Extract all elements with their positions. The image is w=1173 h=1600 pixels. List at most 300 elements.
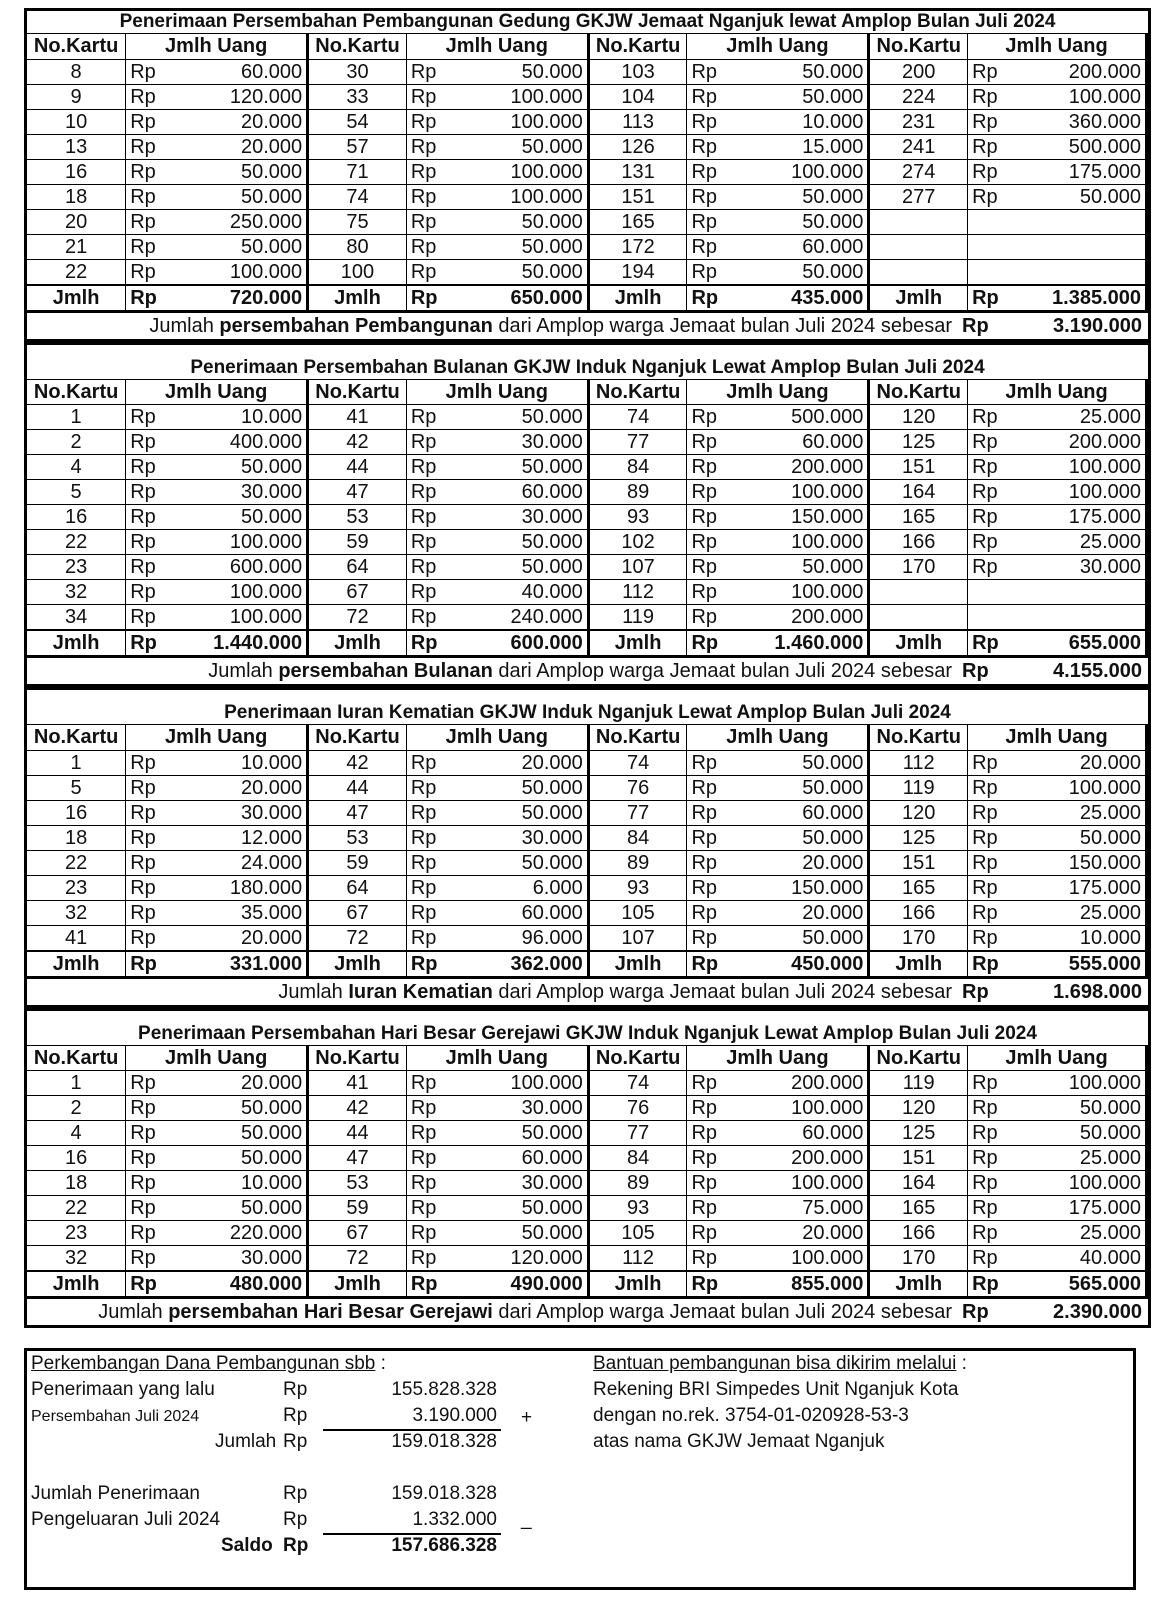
currency-label: Rp [126, 1096, 173, 1121]
card-number: 77 [588, 430, 687, 455]
july-offering-value: 3.190.000 [412, 1405, 497, 1426]
card-number: 93 [588, 875, 687, 900]
card-number: 67 [308, 580, 407, 605]
amount: 100.000 [453, 1071, 588, 1096]
currency-label: Rp [406, 1246, 453, 1272]
card-number: 170 [869, 1246, 968, 1272]
summary-total: 2.390.000 [1053, 1301, 1142, 1323]
section-title: Penerimaan Iuran Kematian GKJW Induk Nganjuk Lewat Amplop Bulan Juli 2024 [27, 702, 1148, 725]
card-number: 41 [308, 405, 407, 430]
amount: 60.000 [173, 59, 308, 84]
card-number: 47 [308, 1146, 407, 1171]
currency-label: Rp [687, 775, 734, 800]
amount: 10.000 [173, 1171, 308, 1196]
amount: 175.000 [1014, 875, 1146, 900]
column-header-card-no: No.Kartu [588, 34, 687, 59]
summary-fragment: persembahan Bulanan [278, 660, 493, 682]
july-expense-label: Pengeluaran Juli 2024 [31, 1509, 221, 1530]
currency-label: Rp [126, 555, 173, 580]
column-header-card-no: No.Kartu [27, 725, 126, 750]
table-row [27, 209, 1147, 234]
currency-label: Rp [968, 1246, 1015, 1272]
card-number: 64 [308, 555, 407, 580]
column-header-card-no: No.Kartu [869, 1046, 968, 1071]
card-number: 166 [869, 1221, 968, 1246]
currency-label: Rp [406, 1196, 453, 1221]
card-number: 107 [588, 555, 687, 580]
currency-label: Rp [968, 750, 1015, 775]
currency-label: Rp [406, 530, 453, 555]
column-header-card-no: No.Kartu [308, 725, 407, 750]
section-summary [27, 977, 1148, 1005]
card-number: 32 [27, 900, 126, 925]
currency-label: Rp [687, 84, 734, 109]
amount: 50.000 [453, 259, 588, 285]
currency-label: Rp [406, 1071, 453, 1096]
table-row [27, 234, 1147, 259]
amount: 50.000 [173, 234, 308, 259]
currency-label: Rp [126, 455, 173, 480]
currency-label: Rp [126, 580, 173, 605]
currency-label: Rp [968, 555, 1015, 580]
column-header-card-no: No.Kartu [308, 380, 407, 405]
card-number: 59 [308, 850, 407, 875]
amount: 50.000 [734, 825, 869, 850]
card-number: 44 [308, 455, 407, 480]
amount: 200.000 [734, 605, 869, 631]
amount: 600.000 [173, 555, 308, 580]
currency-label: Rp [406, 430, 453, 455]
amount: 50.000 [734, 209, 869, 234]
total-label: Jmlh [308, 285, 407, 311]
card-number: 74 [588, 1071, 687, 1096]
amount: 100.000 [453, 159, 588, 184]
currency-label [968, 259, 1015, 285]
amount: 150.000 [734, 875, 869, 900]
total-amount: 565.000 [1014, 1271, 1146, 1297]
table-row [27, 750, 1147, 775]
total-label: Jmlh [588, 285, 687, 311]
total-row [27, 630, 1147, 656]
card-number: 1 [27, 1071, 126, 1096]
amount: 100.000 [1014, 1071, 1146, 1096]
section-summary [27, 656, 1148, 684]
amount: 30.000 [453, 1171, 588, 1196]
header-row [27, 1046, 1147, 1071]
total-label: Jmlh [869, 951, 968, 977]
card-number: 22 [27, 530, 126, 555]
card-number: 34 [27, 605, 126, 631]
card-number [869, 234, 968, 259]
dev-fund-heading: Perkembangan Dana Pembangunan sbb : [31, 1353, 386, 1374]
column-header-card-no: No.Kartu [588, 725, 687, 750]
card-number: 5 [27, 775, 126, 800]
offering-section [27, 357, 1148, 688]
card-number: 126 [588, 134, 687, 159]
card-number: 21 [27, 234, 126, 259]
amount: 10.000 [173, 750, 308, 775]
table-row [27, 1221, 1147, 1246]
currency-label: Rp [968, 455, 1015, 480]
july-expense-value: 1.332.000 [412, 1509, 497, 1530]
table-row [27, 530, 1147, 555]
card-number: 84 [588, 1146, 687, 1171]
amount: 50.000 [1014, 1096, 1146, 1121]
currency-label: Rp [283, 1535, 309, 1556]
amount: 50.000 [173, 159, 308, 184]
column-header-amount: Jmlh Uang [687, 34, 869, 59]
currency-label: Rp [126, 505, 173, 530]
amount: 200.000 [734, 1146, 869, 1171]
card-number: 5 [27, 480, 126, 505]
amount: 100.000 [453, 84, 588, 109]
currency-label: Rp [126, 875, 173, 900]
currency-label: Rp [687, 825, 734, 850]
currency-label: Rp [687, 1221, 734, 1246]
currency-label: Rp [687, 555, 734, 580]
card-number: 22 [27, 850, 126, 875]
offering-table [27, 380, 1148, 657]
card-number: 125 [869, 825, 968, 850]
amount: 50.000 [1014, 1121, 1146, 1146]
currency-label: Rp [687, 580, 734, 605]
total-amount: 600.000 [453, 630, 588, 656]
amount: 20.000 [1014, 750, 1146, 775]
section-separator [27, 342, 1148, 357]
total-label: Jmlh [869, 630, 968, 656]
table-row [27, 159, 1147, 184]
amount: 100.000 [173, 530, 308, 555]
amount: 50.000 [734, 555, 869, 580]
amount: 175.000 [1014, 159, 1146, 184]
card-number: 59 [308, 530, 407, 555]
currency-label: Rp [962, 314, 989, 337]
table-row [27, 580, 1147, 605]
table-row [27, 1196, 1147, 1221]
currency-label: Rp [126, 1071, 173, 1096]
card-number [869, 209, 968, 234]
currency-label: Rp [687, 159, 734, 184]
currency-label: Rp [283, 1405, 308, 1426]
column-header-amount: Jmlh Uang [406, 380, 588, 405]
summary-fragment: Jumlah [149, 314, 220, 337]
amount: 100.000 [734, 1096, 869, 1121]
currency-label: Rp [687, 59, 734, 84]
card-number: 194 [588, 259, 687, 285]
currency-label: Rp [406, 1121, 453, 1146]
currency-label: Rp [406, 900, 453, 925]
card-number: 77 [588, 1121, 687, 1146]
card-number: 64 [308, 875, 407, 900]
card-number: 77 [588, 800, 687, 825]
currency-label: Rp [968, 184, 1015, 209]
amount: 20.000 [173, 1071, 308, 1096]
amount: 400.000 [173, 430, 308, 455]
offering-section [27, 11, 1148, 342]
currency-label: Rp [968, 405, 1015, 430]
amount: 100.000 [734, 159, 869, 184]
amount: 60.000 [734, 1121, 869, 1146]
currency-label: Rp [406, 209, 453, 234]
currency-label: Rp [968, 134, 1015, 159]
card-number: 18 [27, 1171, 126, 1196]
amount: 20.000 [453, 750, 588, 775]
currency-label: Rp [968, 1121, 1015, 1146]
currency-label: Rp [126, 480, 173, 505]
currency-label: Rp [406, 580, 453, 605]
minus-sign: _ [521, 1509, 532, 1530]
amount: 50.000 [734, 184, 869, 209]
card-number: 41 [308, 1071, 407, 1096]
amount [1014, 234, 1146, 259]
currency-label: Rp [406, 184, 453, 209]
amount: 250.000 [173, 209, 308, 234]
currency-label: Rp [406, 84, 453, 109]
currency-label: Rp [126, 850, 173, 875]
card-number: 277 [869, 184, 968, 209]
amount: 100.000 [173, 580, 308, 605]
currency-label: Rp [126, 750, 173, 775]
card-number: 89 [588, 1171, 687, 1196]
currency-label: Rp [126, 775, 173, 800]
amount: 30.000 [453, 1096, 588, 1121]
card-number [869, 580, 968, 605]
card-number: 224 [869, 84, 968, 109]
currency-label: Rp [962, 1301, 989, 1323]
amount: 175.000 [1014, 1196, 1146, 1221]
card-number: 164 [869, 480, 968, 505]
amount: 100.000 [734, 580, 869, 605]
amount: 50.000 [173, 1121, 308, 1146]
card-number: 72 [308, 1246, 407, 1272]
currency-label: Rp [406, 775, 453, 800]
currency-label: Rp [126, 209, 173, 234]
card-number: 1 [27, 750, 126, 775]
card-number: 125 [869, 1121, 968, 1146]
currency-label: Rp [968, 850, 1015, 875]
currency-label: Rp [968, 505, 1015, 530]
column-header-amount: Jmlh Uang [126, 34, 308, 59]
currency-label: Rp [968, 59, 1015, 84]
summary-fragment: Jumlah [98, 1301, 169, 1323]
currency-label: Rp [126, 1121, 173, 1146]
currency-label: Rp [687, 109, 734, 134]
currency-label: Rp [406, 1271, 453, 1297]
currency-label: Rp [687, 184, 734, 209]
amount: 100.000 [1014, 84, 1146, 109]
total-amount: 331.000 [173, 951, 308, 977]
amount: 20.000 [173, 775, 308, 800]
card-number: 8 [27, 59, 126, 84]
card-number: 172 [588, 234, 687, 259]
amount: 20.000 [734, 850, 869, 875]
account-number-line: dengan no.rek. 3754-01-020928-53-3 [593, 1405, 909, 1426]
amount: 50.000 [173, 1196, 308, 1221]
card-number: 119 [588, 605, 687, 631]
card-number: 13 [27, 134, 126, 159]
amount: 360.000 [1014, 109, 1146, 134]
currency-label: Rp [968, 530, 1015, 555]
offering-section [27, 702, 1148, 1008]
saldo-value: 157.686.328 [391, 1535, 497, 1556]
table-row [27, 555, 1147, 580]
card-number: 231 [869, 109, 968, 134]
card-number: 30 [308, 59, 407, 84]
amount: 60.000 [734, 800, 869, 825]
amount [1014, 259, 1146, 285]
summary-fragment: Jumlah [278, 980, 349, 1003]
currency-label: Rp [687, 1096, 734, 1121]
amount: 50.000 [453, 405, 588, 430]
table-row [27, 134, 1147, 159]
card-number: 74 [588, 750, 687, 775]
table-row [27, 480, 1147, 505]
currency-label: Rp [687, 951, 734, 977]
currency-label: Rp [406, 455, 453, 480]
offering-table [27, 725, 1148, 977]
card-number: 131 [588, 159, 687, 184]
total-label: Jmlh [308, 1271, 407, 1297]
total-label: Jmlh [869, 285, 968, 311]
table-row [27, 84, 1147, 109]
card-number: 103 [588, 59, 687, 84]
table-row [27, 455, 1147, 480]
currency-label: Rp [968, 285, 1015, 311]
amount: 50.000 [453, 775, 588, 800]
total-amount: 1.460.000 [734, 630, 869, 656]
card-number: 84 [588, 825, 687, 850]
card-number: 80 [308, 234, 407, 259]
amount: 50.000 [453, 1121, 588, 1146]
card-number: 4 [27, 1121, 126, 1146]
offering-section [27, 1023, 1148, 1326]
currency-label: Rp [406, 1096, 453, 1121]
amount: 50.000 [734, 59, 869, 84]
column-header-card-no: No.Kartu [27, 1046, 126, 1071]
amount: 50.000 [173, 1096, 308, 1121]
column-header-card-no: No.Kartu [308, 1046, 407, 1071]
table-row [27, 1146, 1147, 1171]
amount: 75.000 [734, 1196, 869, 1221]
table-row [27, 825, 1147, 850]
total-label: Jmlh [308, 951, 407, 977]
card-number: 165 [869, 505, 968, 530]
total-receipts-value: 159.018.328 [391, 1483, 497, 1504]
card-number: 125 [869, 430, 968, 455]
amount: 30.000 [173, 1246, 308, 1272]
currency-label: Rp [406, 605, 453, 631]
card-number: 16 [27, 159, 126, 184]
card-number: 89 [588, 850, 687, 875]
currency-label: Rp [687, 1196, 734, 1221]
summary-total: 4.155.000 [1053, 660, 1142, 682]
total-label: Jmlh [588, 1271, 687, 1297]
currency-label: Rp [126, 109, 173, 134]
amount: 50.000 [453, 455, 588, 480]
card-number: 105 [588, 900, 687, 925]
column-header-amount: Jmlh Uang [968, 725, 1147, 750]
card-number: 9 [27, 84, 126, 109]
card-number: 16 [27, 1146, 126, 1171]
amount: 100.000 [173, 605, 308, 631]
card-number: 120 [869, 1096, 968, 1121]
total-amount: 555.000 [1014, 951, 1146, 977]
amount: 10.000 [734, 109, 869, 134]
column-header-card-no: No.Kartu [27, 34, 126, 59]
table-row [27, 775, 1147, 800]
currency-label: Rp [687, 430, 734, 455]
amount: 30.000 [453, 825, 588, 850]
currency-label: Rp [126, 259, 173, 285]
table-row [27, 850, 1147, 875]
currency-label: Rp [968, 159, 1015, 184]
amount: 50.000 [453, 530, 588, 555]
card-number: 166 [869, 530, 968, 555]
card-number: 119 [869, 775, 968, 800]
table-row [27, 259, 1147, 285]
currency-label: Rp [687, 875, 734, 900]
card-number: 120 [869, 405, 968, 430]
amount: 50.000 [173, 455, 308, 480]
amount: 200.000 [1014, 59, 1146, 84]
amount: 15.000 [734, 134, 869, 159]
amount: 12.000 [173, 825, 308, 850]
currency-label: Rp [406, 951, 453, 977]
currency-label: Rp [406, 109, 453, 134]
card-number: 164 [869, 1171, 968, 1196]
currency-label: Rp [126, 951, 173, 977]
amount: 25.000 [1014, 900, 1146, 925]
currency-label: Rp [687, 630, 734, 656]
prev-receipts-label: Penerimaan yang lalu [31, 1379, 215, 1400]
total-amount: 855.000 [734, 1271, 869, 1297]
card-number: 23 [27, 875, 126, 900]
card-number [869, 259, 968, 285]
amount: 30.000 [173, 480, 308, 505]
table-row [27, 1121, 1147, 1146]
card-number: 67 [308, 1221, 407, 1246]
development-fund-box [24, 1348, 1136, 1590]
amount: 500.000 [1014, 134, 1146, 159]
currency-label [968, 209, 1015, 234]
total-amount: 1.385.000 [1014, 285, 1146, 311]
card-number: 44 [308, 775, 407, 800]
section-title: Penerimaan Persembahan Bulanan GKJW Induk Nganjuk Lewat Amplop Bulan Juli 2024 [27, 357, 1148, 380]
card-number: 2 [27, 430, 126, 455]
card-number: 89 [588, 480, 687, 505]
column-header-card-no: No.Kartu [588, 1046, 687, 1071]
card-number: 41 [27, 925, 126, 951]
section-title: Penerimaan Persembahan Pembangunan Gedung GKJW Jemaat Nganjuk lewat Amplop Bulan Juli 2024 [27, 11, 1148, 34]
currency-label: Rp [968, 84, 1015, 109]
currency-label: Rp [968, 1221, 1015, 1246]
amount: 20.000 [173, 109, 308, 134]
amount [1014, 580, 1146, 605]
currency-label: Rp [126, 234, 173, 259]
card-number: 241 [869, 134, 968, 159]
table-row [27, 59, 1147, 84]
column-header-amount: Jmlh Uang [968, 1046, 1147, 1071]
currency-label: Rp [687, 480, 734, 505]
card-number: 71 [308, 159, 407, 184]
table-row [27, 1246, 1147, 1272]
column-header-amount: Jmlh Uang [687, 380, 869, 405]
amount: 100.000 [1014, 1171, 1146, 1196]
currency-label: Rp [126, 84, 173, 109]
amount: 25.000 [1014, 1146, 1146, 1171]
table-row [27, 505, 1147, 530]
table-row [27, 1171, 1147, 1196]
